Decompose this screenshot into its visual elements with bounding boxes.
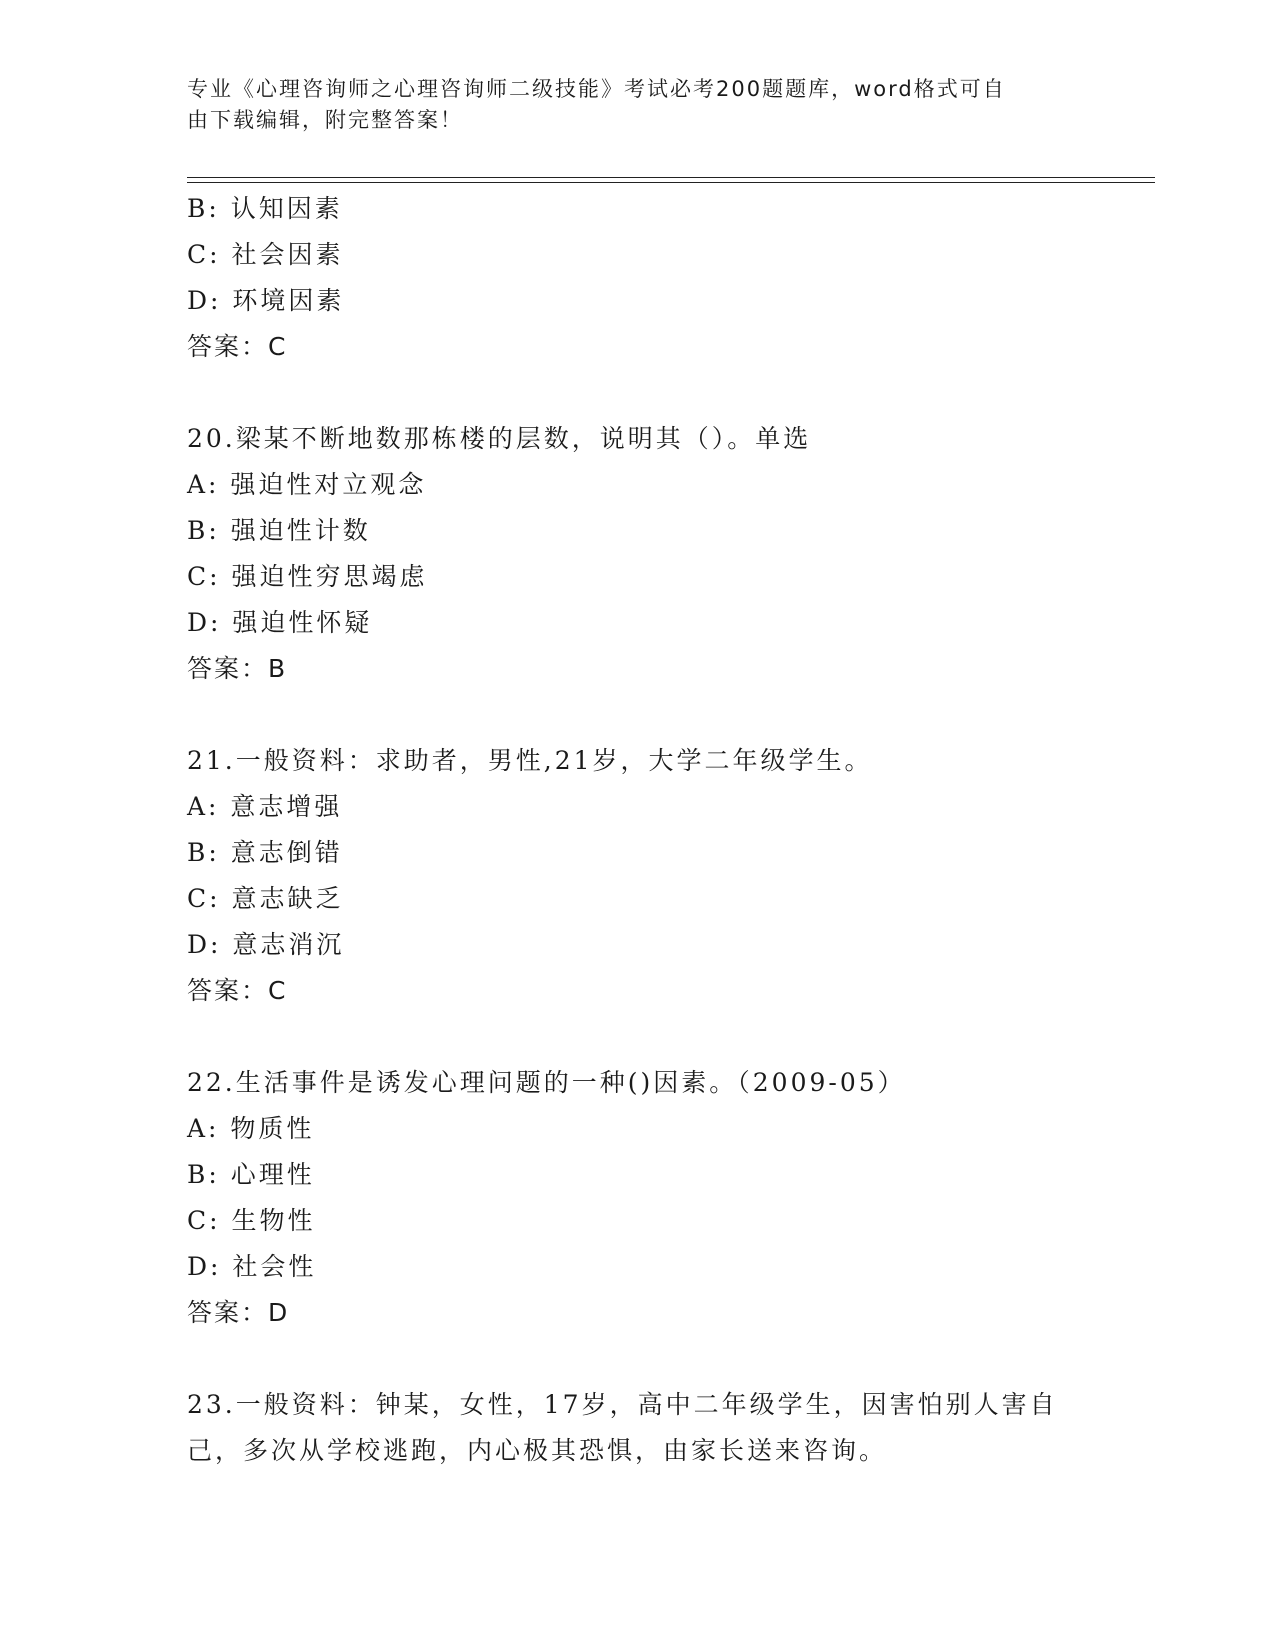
header-line-1: 专业《心理咨询师之心理咨询师二级技能》考试必考200题题库，word格式可自 — [187, 77, 1006, 101]
header-divider-top — [187, 177, 1155, 178]
document-header — [187, 74, 1067, 136]
option-b: B: 心理性 — [187, 1160, 315, 1189]
answer-line — [187, 1290, 1117, 1336]
option-b: B: 意志倒错 — [187, 838, 343, 867]
option-b: B: 强迫性计数 — [187, 516, 371, 545]
answer-line — [187, 646, 1117, 692]
answer-line — [187, 968, 1117, 1014]
option-d: D: 强迫性怀疑 — [187, 608, 373, 637]
answer-value: D — [268, 1298, 289, 1327]
option-d: D: 意志消沉 — [187, 930, 345, 959]
header-divider-bottom — [187, 182, 1155, 183]
option-a: A: 物质性 — [187, 1114, 315, 1143]
header-line-2: 由下载编辑，附完整答案！ — [187, 108, 463, 132]
question-stem: 22.生活事件是诱发心理问题的一种()因素。（2009-05） — [187, 1068, 906, 1097]
answer-label: 答案： — [187, 1298, 269, 1327]
question-list — [187, 186, 1117, 1474]
option-a: A: 强迫性对立观念 — [187, 470, 427, 499]
answer-label: 答案： — [187, 654, 269, 683]
answer-value: B — [268, 654, 287, 683]
question-stem-line-2: 己，多次从学校逃跑，内心极其恐惧，由家长送来咨询。 — [187, 1436, 888, 1465]
question-20 — [187, 416, 1117, 692]
answer-label: 答案： — [187, 332, 269, 361]
answer-line — [187, 324, 1117, 370]
question-stem: 20.梁某不断地数那栋楼的层数，说明其（）。单选 — [187, 424, 812, 453]
question-19-continued — [187, 186, 1117, 370]
option-c: C: 社会因素 — [187, 240, 344, 269]
question-23 — [187, 1382, 1117, 1474]
option-b: B: 认知因素 — [187, 194, 343, 223]
question-21 — [187, 738, 1117, 1014]
answer-label: 答案： — [187, 976, 269, 1005]
question-stem-line-1: 23.一般资料：钟某，女性，17岁，高中二年级学生，因害怕别人害自 — [187, 1390, 1058, 1419]
option-c: C: 意志缺乏 — [187, 884, 344, 913]
option-d: D: 环境因素 — [187, 286, 345, 315]
option-d: D: 社会性 — [187, 1252, 317, 1281]
answer-value: C — [268, 332, 287, 361]
spacer — [187, 1336, 1117, 1382]
spacer — [187, 1014, 1117, 1060]
spacer — [187, 370, 1117, 416]
answer-value: C — [268, 976, 287, 1005]
spacer — [187, 692, 1117, 738]
option-a: A: 意志增强 — [187, 792, 343, 821]
option-c: C: 强迫性穷思竭虑 — [187, 562, 428, 591]
option-c: C: 生物性 — [187, 1206, 316, 1235]
question-stem: 21.一般资料：求助者，男性,21岁，大学二年级学生。 — [187, 746, 873, 775]
question-22 — [187, 1060, 1117, 1336]
